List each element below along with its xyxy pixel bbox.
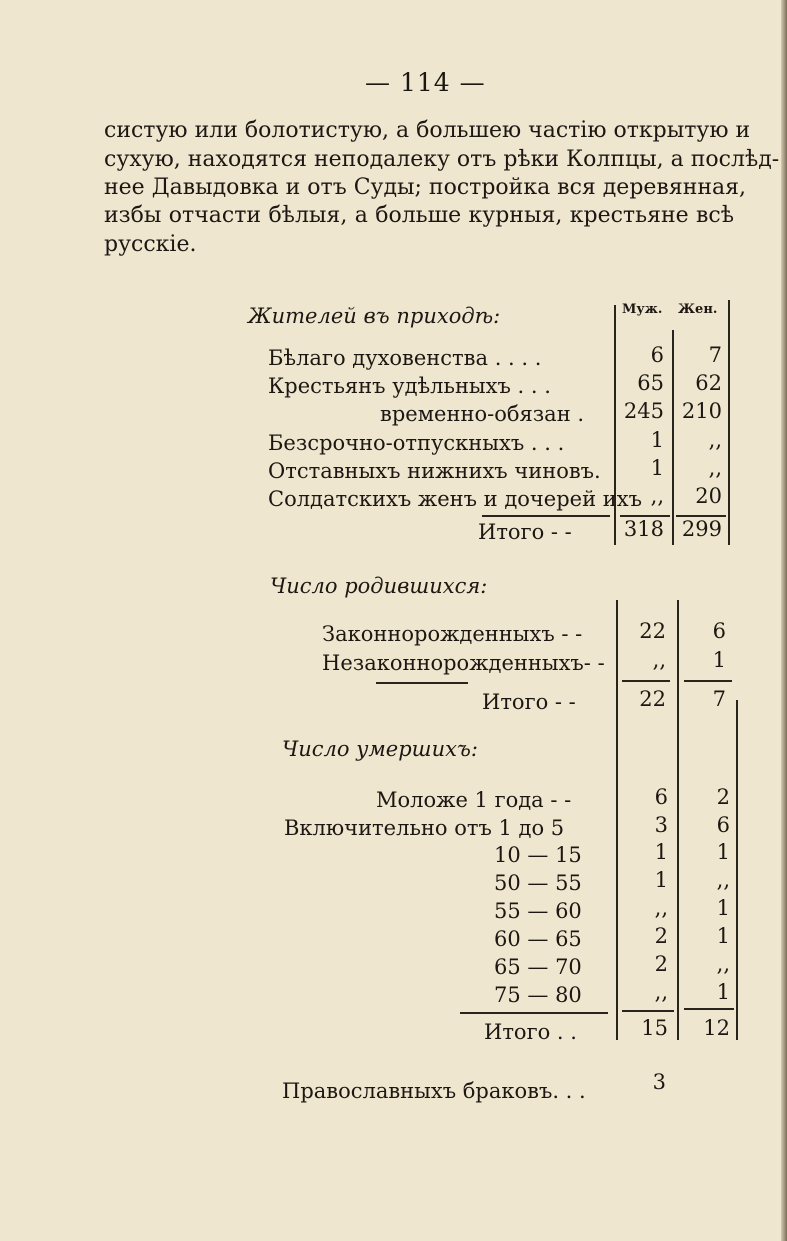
total-rule [622,680,670,682]
paragraph-line: избы отчасти бѣлыя, а больше курныя, крестьяне всѣ [104,203,734,228]
page-edge [781,0,787,1241]
births-row-female: 1 [712,648,726,672]
residents-row-female: 62 [695,371,722,395]
column-header-male: Муж. [622,302,663,317]
column-rule [736,700,738,1040]
deaths-row-male: 2 [654,952,668,976]
paragraph-line: русскіе. [104,232,197,257]
deaths-row-female: 1 [716,924,730,948]
column-header-female: Жен. [678,302,718,317]
deaths-row-female: ,, [716,868,730,892]
births-total-female: 7 [712,687,726,711]
deaths-row-label: 55 — 60 [494,899,582,923]
total-rule [376,682,468,684]
deaths-row-label: 10 — 15 [494,843,582,867]
residents-total-female: 299 [681,517,722,541]
residents-row-male: 6 [650,343,664,367]
residents-row-label: Солдатскихъ женъ и дочерей ихъ [268,487,642,511]
births-row-male: 22 [639,619,666,643]
births-row-female: 6 [712,619,726,643]
total-rule [460,1012,608,1014]
births-row-male: ,, [652,648,666,672]
deaths-total-female: 12 [703,1016,730,1040]
residents-row-female: 7 [708,343,722,367]
deaths-row-label: 65 — 70 [494,955,582,979]
residents-row-label: Безсрочно-отпускныхъ . . . [268,431,565,455]
marriages-value: 3 [652,1070,666,1094]
deaths-row-label: 60 — 65 [494,927,582,951]
residents-row-label: Отставныхъ нижнихъ чиновъ. [268,459,601,483]
residents-row-male: 1 [650,456,664,480]
residents-row-female: ,, [708,456,722,480]
total-rule [684,680,732,682]
deaths-row-label: Включительно отъ 1 до 5 [284,816,565,840]
births-total-male: 22 [639,687,666,711]
deaths-row-male: 2 [654,924,668,948]
deaths-row-female: 6 [716,813,730,837]
births-row-label: Законнорожденныхъ - - [322,622,583,646]
deaths-row-male: ,, [654,980,668,1004]
deaths-row-male: 1 [654,840,668,864]
total-rule [684,1008,734,1010]
deaths-row-female: 1 [716,896,730,920]
residents-total-label: Итого - - [478,520,572,544]
total-rule [482,515,610,517]
deaths-row-label: 50 — 55 [494,871,582,895]
deaths-row-label: 75 — 80 [494,983,582,1007]
residents-heading: Жителей въ приходѣ: [248,304,501,328]
residents-row-female: 20 [695,484,722,508]
deaths-row-label: Моложе 1 года - - [376,788,572,812]
deaths-row-male: ,, [654,896,668,920]
residents-row-label: временно-обязан . [380,402,585,426]
paragraph-line: сухую, находятся неподалеку отъ рѣки Колпцы, а послѣд- [104,147,780,172]
residents-row-male: 65 [637,371,664,395]
residents-row-label: Крестьянъ удѣльныхъ . . . [268,374,551,398]
deaths-row-male: 6 [654,785,668,809]
page-number: — 114 — [365,68,486,97]
births-heading: Число родившихся: [270,574,488,598]
residents-row-female: 210 [681,399,722,423]
total-rule [622,1010,674,1012]
residents-row-male: 1 [650,428,664,452]
residents-row-male: 245 [623,399,664,423]
residents-row-female: ,, [708,428,722,452]
deaths-row-female: 2 [716,785,730,809]
column-rule [728,300,730,545]
deaths-row-female: 1 [716,980,730,1004]
deaths-row-female: 1 [716,840,730,864]
deaths-row-male: 3 [654,813,668,837]
deaths-row-female: ,, [716,952,730,976]
residents-total-male: 318 [623,517,664,541]
deaths-heading: Число умершихъ: [282,737,479,761]
births-total-label: Итого - - [482,690,576,714]
deaths-total-male: 15 [641,1016,668,1040]
residents-row-label: Бѣлаго духовенства . . . . [268,346,542,370]
paragraph-line: нее Давыдовка и отъ Суды; постройка вся деревянная, [104,175,747,200]
births-row-label: Незаконнорожденныхъ- - [322,651,605,675]
residents-row-male: ,, [650,484,664,508]
marriages-label: Православныхъ браковъ. . . [282,1079,586,1103]
paragraph-line: систую или болотистую, а большею частію открытую и [104,118,751,143]
deaths-total-label: Итого . . [484,1020,577,1044]
deaths-row-male: 1 [654,868,668,892]
